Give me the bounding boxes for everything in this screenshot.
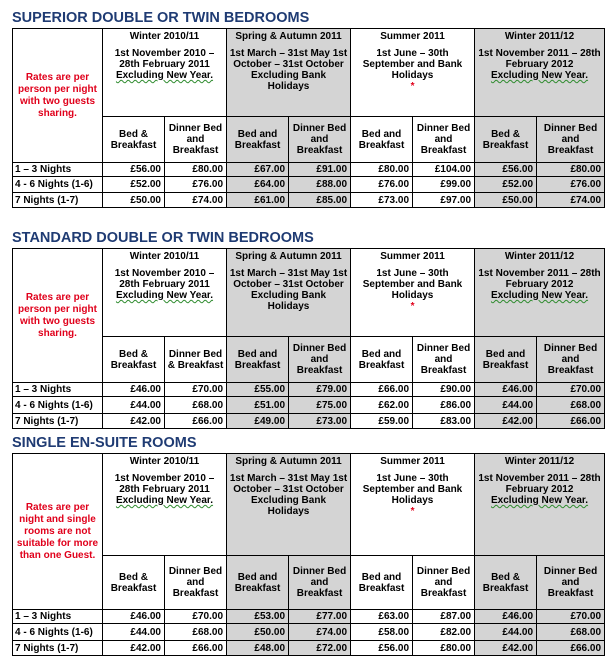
price-cell: £63.00 (351, 610, 413, 624)
period-name: Summer 2011 (380, 456, 445, 467)
period-dates: 1st November 2011 – 28th February 2012 (478, 48, 601, 70)
price-cell: £56.00 (351, 641, 413, 656)
table-row (13, 383, 605, 397)
price-cell: £91.00 (289, 163, 351, 177)
price-cell: £42.00 (475, 641, 537, 656)
price-cell: £55.00 (227, 383, 289, 397)
price-cell: £73.00 (351, 193, 413, 208)
price-cell: £42.00 (103, 641, 165, 656)
period-header (475, 29, 605, 117)
price-cell: £77.00 (289, 610, 351, 624)
column-header: Bed & Breakfast (103, 117, 165, 163)
asterisk-mark: * (410, 301, 415, 312)
column-header: Dinner Bed and Breakfast (289, 556, 351, 610)
table-row (13, 193, 605, 208)
price-cell: £64.00 (227, 177, 289, 193)
period-header (351, 454, 475, 556)
period-header (103, 249, 227, 337)
column-header: Bed & Breakfast (475, 556, 537, 610)
price-cell: £104.00 (413, 163, 475, 177)
period-header (227, 454, 351, 556)
column-header: Dinner Bed and Breakfast (165, 556, 227, 610)
price-cell: £42.00 (103, 414, 165, 429)
asterisk-mark: * (410, 81, 415, 92)
price-cell: £62.00 (351, 397, 413, 414)
period-dates: 1st November 2011 – 28th February 2012 (478, 268, 601, 290)
column-header: Dinner Bed & Breakfast (165, 337, 227, 383)
table-row (13, 610, 605, 624)
column-header: Dinner Bed and Breakfast (537, 556, 605, 610)
period-dates: 1st June – 30th September and Bank Holidays (362, 268, 463, 301)
column-header: Bed and Breakfast (351, 556, 413, 610)
column-header: Dinner Bed and Breakfast (537, 337, 605, 383)
price-cell: £52.00 (103, 177, 165, 193)
period-dates: 1st March – 31st May 1st October – 31st October Excluding Bank Holidays (229, 473, 348, 517)
rate-note: Rates are per night and single rooms are not suitable for more than one Guest. (13, 454, 103, 610)
period-exclusion: Excluding New Year. (490, 290, 589, 301)
column-header: Dinner Bed and Breakfast (537, 117, 605, 163)
period-header (475, 454, 605, 556)
column-header: Bed and Breakfast (351, 117, 413, 163)
period-header (227, 29, 351, 117)
period-name: Spring & Autumn 2011 (235, 456, 342, 467)
period-dates: 1st June – 30th September and Bank Holidays (362, 473, 463, 506)
price-cell: £66.00 (537, 414, 605, 429)
price-cell: £70.00 (537, 383, 605, 397)
period-dates: 1st June – 30th September and Bank Holidays (362, 48, 463, 81)
period-dates: 1st March – 31st May 1st October – 31st October Excluding Bank Holidays (229, 268, 348, 312)
period-name: Winter 2010/11 (129, 31, 200, 42)
price-cell: £97.00 (413, 193, 475, 208)
price-cell: £70.00 (165, 610, 227, 624)
price-cell: £52.00 (475, 177, 537, 193)
period-exclusion: Excluding New Year. (490, 70, 589, 81)
price-cell: £88.00 (289, 177, 351, 193)
column-header: Dinner Bed and Breakfast (413, 117, 475, 163)
nights-label: 4 - 6 Nights (1-6) (13, 397, 103, 414)
price-cell: £66.00 (351, 383, 413, 397)
price-cell: £46.00 (103, 610, 165, 624)
price-cell: £74.00 (537, 193, 605, 208)
price-cell: £56.00 (103, 163, 165, 177)
nights-label: 7 Nights (1-7) (13, 193, 103, 208)
period-exclusion: Excluding New Year. (490, 495, 589, 506)
price-cell: £75.00 (289, 397, 351, 414)
price-cell: £79.00 (289, 383, 351, 397)
period-header (351, 249, 475, 337)
section-title: STANDARD DOUBLE OR TWIN BEDROOMS (12, 230, 314, 246)
price-cell: £49.00 (227, 414, 289, 429)
column-header: Dinner Bed and Breakfast (289, 117, 351, 163)
price-cell: £44.00 (103, 397, 165, 414)
nights-label: 4 - 6 Nights (1-6) (13, 624, 103, 641)
price-cell: £50.00 (227, 624, 289, 641)
table-row (13, 163, 605, 177)
period-dates: 1st March – 31st May 1st October – 31st October Excluding Bank Holidays (229, 48, 348, 92)
price-cell: £76.00 (537, 177, 605, 193)
period-name: Winter 2011/12 (504, 251, 575, 262)
table-row (13, 397, 605, 414)
price-cell: £72.00 (289, 641, 351, 656)
column-header: Bed & Breakfast (475, 117, 537, 163)
price-cell: £70.00 (537, 610, 605, 624)
period-name: Summer 2011 (380, 251, 445, 262)
rate-note: Rates are per person per night with two guests sharing. (13, 249, 103, 383)
nights-label: 1 – 3 Nights (13, 163, 103, 177)
price-cell: £68.00 (165, 397, 227, 414)
column-header: Dinner Bed and Breakfast (165, 117, 227, 163)
price-cell: £68.00 (537, 397, 605, 414)
period-header (103, 29, 227, 117)
price-cell: £44.00 (103, 624, 165, 641)
period-exclusion: Excluding New Year. (115, 495, 214, 506)
column-header: Bed and Breakfast (351, 337, 413, 383)
section-title: SINGLE EN-SUITE ROOMS (12, 435, 197, 451)
price-cell: £66.00 (165, 414, 227, 429)
period-exclusion: Excluding New Year. (115, 70, 214, 81)
price-cell: £73.00 (289, 414, 351, 429)
table-row (13, 177, 605, 193)
price-cell: £44.00 (475, 624, 537, 641)
price-cell: £85.00 (289, 193, 351, 208)
price-cell: £70.00 (165, 383, 227, 397)
period-name: Winter 2010/11 (129, 456, 200, 467)
table-row (13, 624, 605, 641)
nights-label: 7 Nights (1-7) (13, 414, 103, 429)
column-header: Dinner Bed and Breakfast (289, 337, 351, 383)
rate-note: Rates are per person per night with two guests sharing. (13, 29, 103, 163)
price-cell: £53.00 (227, 610, 289, 624)
column-header: Bed and Breakfast (227, 117, 289, 163)
price-cell: £59.00 (351, 414, 413, 429)
price-cell: £68.00 (165, 624, 227, 641)
column-header: Bed and Breakfast (227, 337, 289, 383)
table-row (13, 641, 605, 656)
period-header (227, 249, 351, 337)
price-cell: £44.00 (475, 397, 537, 414)
price-cell: £46.00 (475, 383, 537, 397)
column-header: Dinner Bed and Breakfast (413, 556, 475, 610)
price-cell: £80.00 (351, 163, 413, 177)
period-name: Winter 2010/11 (129, 251, 200, 262)
price-cell: £66.00 (537, 641, 605, 656)
period-name: Spring & Autumn 2011 (235, 251, 342, 262)
period-name: Summer 2011 (380, 31, 445, 42)
price-cell: £48.00 (227, 641, 289, 656)
price-cell: £87.00 (413, 610, 475, 624)
period-dates: 1st November 2010 – 28th February 2011 (114, 473, 215, 495)
period-name: Winter 2011/12 (504, 31, 575, 42)
period-header (103, 454, 227, 556)
price-cell: £66.00 (165, 641, 227, 656)
period-header (351, 29, 475, 117)
period-dates: 1st November 2010 – 28th February 2011 (114, 48, 215, 70)
price-cell: £56.00 (475, 163, 537, 177)
price-cell: £68.00 (537, 624, 605, 641)
period-name: Winter 2011/12 (504, 456, 575, 467)
price-cell: £74.00 (165, 193, 227, 208)
rates-table (12, 28, 605, 208)
price-cell: £51.00 (227, 397, 289, 414)
price-cell: £80.00 (165, 163, 227, 177)
price-cell: £46.00 (475, 610, 537, 624)
period-header (475, 249, 605, 337)
price-cell: £82.00 (413, 624, 475, 641)
column-header: Dinner Bed and Breakfast (413, 337, 475, 383)
price-cell: £61.00 (227, 193, 289, 208)
rates-table (12, 453, 605, 656)
price-cell: £58.00 (351, 624, 413, 641)
price-cell: £50.00 (103, 193, 165, 208)
column-header: Bed and Breakfast (475, 337, 537, 383)
period-name: Spring & Autumn 2011 (235, 31, 342, 42)
price-cell: £67.00 (227, 163, 289, 177)
period-dates: 1st November 2010 – 28th February 2011 (114, 268, 215, 290)
price-cell: £50.00 (475, 193, 537, 208)
rates-table (12, 248, 605, 429)
section-title: SUPERIOR DOUBLE OR TWIN BEDROOMS (12, 10, 310, 26)
nights-label: 1 – 3 Nights (13, 383, 103, 397)
price-cell: £76.00 (165, 177, 227, 193)
price-cell: £99.00 (413, 177, 475, 193)
column-header: Bed & Breakfast (103, 556, 165, 610)
nights-label: 7 Nights (1-7) (13, 641, 103, 656)
price-cell: £86.00 (413, 397, 475, 414)
price-cell: £46.00 (103, 383, 165, 397)
price-cell: £80.00 (413, 641, 475, 656)
price-cell: £76.00 (351, 177, 413, 193)
price-cell: £80.00 (537, 163, 605, 177)
price-cell: £42.00 (475, 414, 537, 429)
price-cell: £90.00 (413, 383, 475, 397)
period-exclusion: Excluding New Year. (115, 290, 214, 301)
price-cell: £83.00 (413, 414, 475, 429)
period-dates: 1st November 2011 – 28th February 2012 (478, 473, 601, 495)
price-cell: £74.00 (289, 624, 351, 641)
nights-label: 4 - 6 Nights (1-6) (13, 177, 103, 193)
asterisk-mark: * (410, 506, 415, 517)
nights-label: 1 – 3 Nights (13, 610, 103, 624)
column-header: Bed & Breakfast (103, 337, 165, 383)
table-row (13, 414, 605, 429)
column-header: Bed and Breakfast (227, 556, 289, 610)
